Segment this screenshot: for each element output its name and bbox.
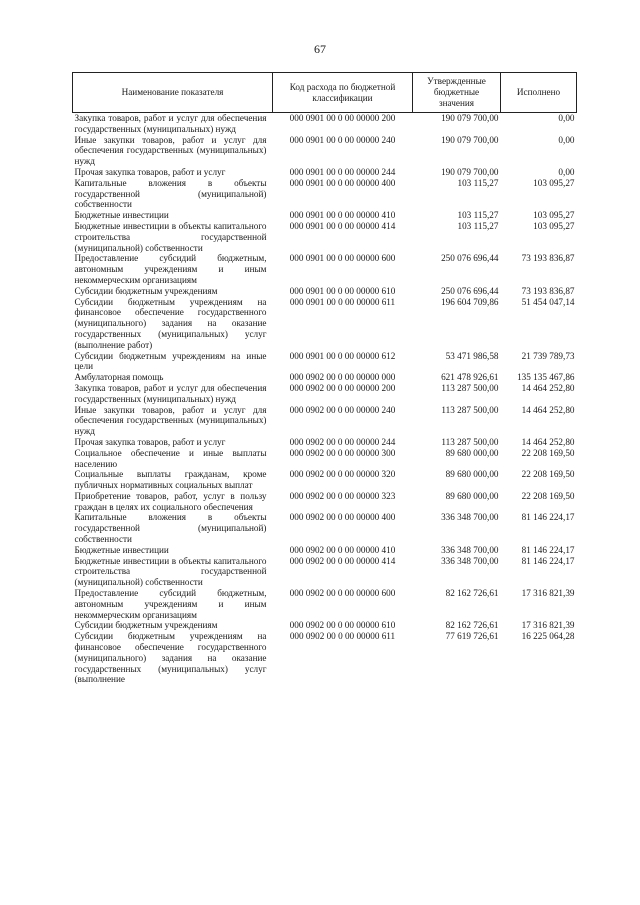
row-name: Субсидии бюджетным учреждениям	[74, 620, 218, 631]
row-executed: 0,00	[558, 166, 575, 177]
row-approved: 89 680 000,00	[445, 447, 499, 458]
header-approved: Утвержденные бюджетные значения	[413, 73, 501, 113]
row-code: 000 0902 00 0 00 00000 240	[289, 404, 396, 415]
row-approved: 77 619 726,61	[445, 631, 499, 642]
row-name: Субсидии бюджетным учреждениям	[74, 285, 218, 296]
table-row	[73, 210, 577, 221]
row-code: 000 0901 00 0 00 00000 610	[289, 285, 396, 296]
row-approved: 190 079 700,00	[441, 134, 499, 145]
row-approved: 621 478 926,61	[441, 372, 499, 383]
row-code: 000 0902 00 0 00 00000 410	[289, 544, 396, 555]
row-code: 000 0902 00 0 00 00000 320	[289, 469, 396, 480]
row-code: 000 0902 00 0 00 00000 300	[289, 447, 396, 458]
row-name: Бюджетные инвестиции	[74, 544, 169, 555]
row-executed: 135 135 467,86	[517, 372, 575, 383]
row-name: Предоставление субсидий бюджетным, автономным учреждениям и иным некоммерческим организациям	[74, 588, 267, 620]
page-number: 67	[314, 42, 326, 56]
table-row	[73, 437, 577, 448]
row-executed: 103 095,27	[533, 177, 575, 188]
table-row	[73, 631, 577, 685]
row-approved: 89 680 000,00	[445, 469, 499, 480]
row-name: Бюджетные инвестиции в объекты капитального строительства государственной (муниципальной) собственности	[74, 220, 267, 253]
row-executed: 17 316 821,39	[521, 620, 575, 631]
row-code: 000 0902 00 0 00 00000 000	[289, 372, 396, 383]
row-name: Бюджетные инвестиции в объекты капитального строительства государственной (муниципальной) собственности	[74, 555, 267, 588]
row-name: Капитальные вложения в объекты государственной (муниципальной) собственности	[74, 512, 267, 545]
row-name: Субсидии бюджетным учреждениям на иные цели	[74, 350, 267, 372]
row-name: Бюджетные инвестиции	[74, 210, 169, 221]
row-approved: 190 079 700,00	[441, 166, 499, 177]
row-approved: 89 680 000,00	[445, 490, 499, 501]
table-row	[73, 405, 577, 437]
row-approved: 113 287 500,00	[441, 382, 499, 393]
row-code: 000 0902 00 0 00 00000 400	[289, 512, 396, 523]
row-code: 000 0902 00 0 00 00000 610	[289, 620, 396, 631]
row-code: 000 0902 00 0 00 00000 200	[289, 382, 396, 393]
table-row	[73, 372, 577, 383]
row-executed: 14 464 252,80	[521, 436, 575, 447]
table-row	[73, 588, 577, 620]
row-executed: 0,00	[558, 113, 575, 123]
row-code: 000 0901 00 0 00 00000 410	[289, 210, 396, 221]
row-code: 000 0902 00 0 00 00000 323	[289, 490, 396, 501]
row-code: 000 0902 00 0 00 00000 600	[289, 588, 396, 599]
row-approved: 82 162 726,61	[445, 620, 499, 631]
table-row	[73, 556, 577, 588]
row-code: 000 0901 00 0 00 00000 600	[289, 253, 396, 264]
row-name: Закупка товаров, работ и услуг для обеспечения государственных (муниципальных) нужд	[74, 113, 267, 134]
row-name: Приобретение товаров, работ, услуг в пользу граждан в целях их социального обеспечения	[74, 490, 267, 512]
row-approved: 336 348 700,00	[441, 555, 499, 566]
header-name: Наименование показателя	[73, 73, 273, 113]
row-name: Прочая закупка товаров, работ и услуг	[74, 436, 226, 447]
row-approved: 53 471 986,58	[445, 350, 499, 361]
header-executed: Исполнено	[501, 73, 577, 113]
table-body	[73, 113, 577, 686]
table-row	[73, 221, 577, 253]
row-approved: 336 348 700,00	[441, 512, 499, 523]
row-code: 000 0901 00 0 00 00000 400	[289, 177, 396, 188]
row-executed: 22 208 169,50	[521, 469, 575, 480]
row-executed: 16 225 064,28	[521, 631, 575, 642]
row-name: Предоставление субсидий бюджетным, автономным учреждениям и иным некоммерческим организациям	[74, 253, 267, 285]
row-approved: 82 162 726,61	[445, 588, 499, 599]
row-approved: 250 076 696,44	[441, 285, 499, 296]
header-code: Код расхода по бюджетной классификации	[273, 73, 413, 113]
row-executed: 103 095,27	[533, 220, 575, 231]
table-header	[73, 73, 577, 113]
row-name: Субсидии бюджетным учреждениям на финансовое обеспечение государственного (муниципального) задания на оказание государственных (муниципальных) услуг (выполнение работ)	[74, 296, 267, 350]
table-row	[73, 351, 577, 373]
row-approved: 250 076 696,44	[441, 253, 499, 264]
row-approved: 113 287 500,00	[441, 404, 499, 415]
table-row	[73, 620, 577, 631]
row-approved: 103 115,27	[457, 210, 499, 221]
row-approved: 113 287 500,00	[441, 436, 499, 447]
row-name: Иные закупки товаров, работ и услуг для обеспечения государственных (муниципальных) нужд	[74, 134, 267, 167]
row-approved: 103 115,27	[457, 177, 499, 188]
table-row	[73, 512, 577, 544]
row-code: 000 0901 00 0 00 00000 244	[289, 166, 396, 177]
row-executed: 14 464 252,80	[521, 382, 575, 393]
table-row	[73, 113, 577, 135]
row-executed: 81 146 224,17	[521, 544, 575, 555]
row-name: Закупка товаров, работ и услуг для обеспечения государственных (муниципальных) нужд	[74, 382, 267, 404]
row-code: 000 0901 00 0 00 00000 611	[289, 296, 396, 307]
budget-report-table	[72, 72, 577, 685]
row-name: Социальные выплаты гражданам, кроме публичных нормативных социальных выплат	[74, 469, 267, 491]
row-approved: 190 079 700,00	[441, 113, 499, 123]
row-code: 000 0902 00 0 00 00000 244	[289, 436, 396, 447]
row-executed: 22 208 169,50	[521, 490, 575, 501]
table-row	[73, 167, 577, 178]
row-approved: 196 604 709,86	[441, 296, 499, 307]
row-executed: 81 146 224,17	[521, 512, 575, 523]
row-name: Иные закупки товаров, работ и услуг для обеспечения государственных (муниципальных) нужд	[74, 404, 267, 437]
row-executed: 103 095,27	[533, 210, 575, 221]
row-code: 000 0902 00 0 00 00000 611	[289, 631, 396, 642]
table-row	[73, 286, 577, 297]
row-name: Амбулаторная помощь	[74, 372, 164, 383]
row-code: 000 0902 00 0 00 00000 414	[289, 555, 396, 566]
row-approved: 103 115,27	[457, 220, 499, 231]
table-row	[73, 383, 577, 405]
table-row	[73, 469, 577, 491]
table-row	[73, 135, 577, 167]
row-executed: 21 739 789,73	[521, 350, 575, 361]
table-header-row	[73, 73, 577, 113]
row-name: Субсидии бюджетным учреждениям на финансовое обеспечение государственного (муниципального) задания на оказание государственных (муниципальных) услуг (выполнение	[74, 631, 267, 685]
row-executed: 73 193 836,87	[521, 285, 575, 296]
row-executed: 22 208 169,50	[521, 447, 575, 458]
row-name: Социальное обеспечение и иные выплаты населению	[74, 447, 267, 469]
row-approved: 336 348 700,00	[441, 544, 499, 555]
row-executed: 14 464 252,80	[521, 404, 575, 415]
table-row	[73, 545, 577, 556]
row-code: 000 0901 00 0 00 00000 612	[289, 350, 396, 361]
row-code: 000 0901 00 0 00 00000 240	[289, 134, 396, 145]
row-code: 000 0901 00 0 00 00000 414	[289, 220, 396, 231]
row-name: Капитальные вложения в объекты государственной (муниципальной) собственности	[74, 177, 267, 210]
row-executed: 81 146 224,17	[521, 555, 575, 566]
row-code: 000 0901 00 0 00 00000 200	[289, 113, 396, 123]
table-row	[73, 178, 577, 210]
row-executed: 17 316 821,39	[521, 588, 575, 599]
row-name: Прочая закупка товаров, работ и услуг	[74, 166, 226, 177]
table-row	[73, 297, 577, 351]
table-row	[73, 253, 577, 285]
row-executed: 51 454 047,14	[521, 296, 575, 307]
table-row	[73, 448, 577, 470]
row-executed: 73 193 836,87	[521, 253, 575, 264]
row-executed: 0,00	[558, 134, 575, 145]
table-row	[73, 491, 577, 513]
